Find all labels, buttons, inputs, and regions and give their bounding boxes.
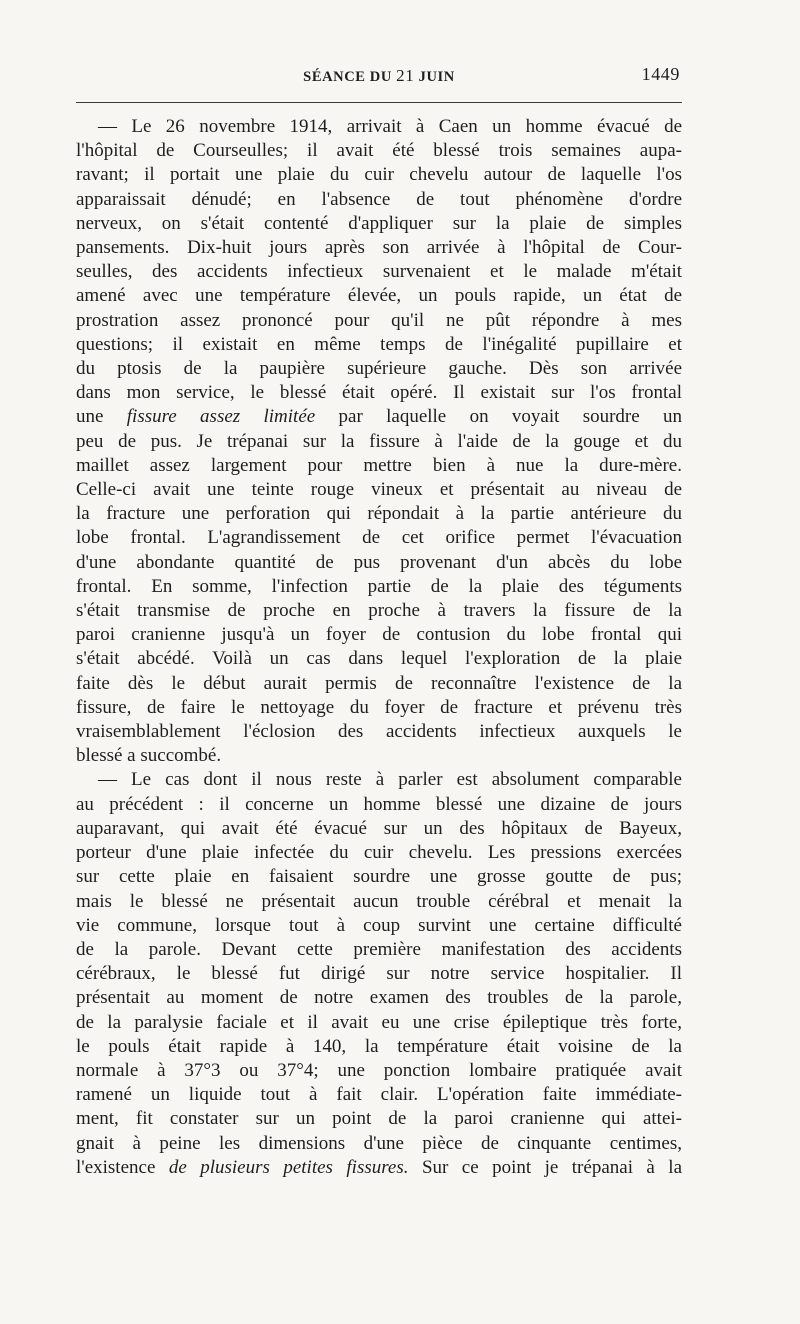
text-line: normale à 37°3 ou 37°4; une ponction lombaire pratiquée avait [76, 1059, 682, 1081]
italic-phrase: fissure assez limitée [126, 406, 316, 428]
text-line: — Le 26 novembre 1914, arrivait à Caen un homme évacué de [98, 116, 682, 137]
text-line: paroi cranienne jusqu'à un foyer de contusion du lobe frontal qui [76, 624, 682, 646]
text-line: ment, fit constater sur un point de la paroi cranienne qui attei- [76, 1108, 682, 1130]
text-line: ramené un liquide tout à fait clair. L'opération faite immédiate- [76, 1084, 682, 1106]
running-title-prefix: SÉANCE DU [303, 69, 397, 85]
text-line: s'était abcédé. Voilà un cas dans lequel l'exploration de la plaie [76, 648, 682, 670]
italic-phrase: de plusieurs petites fissures. [168, 1156, 409, 1178]
text-line: vraisemblablement l'éclosion des accidents infectieux auxquels le [76, 721, 682, 743]
running-title-suffix: JUIN [414, 69, 455, 85]
text-line: prostration assez prononcé pour qu'il ne pût répondre à mes [76, 309, 682, 331]
text-segment: une [76, 406, 127, 428]
text-line: faite dès le début aurait permis de reconnaître l'existence de la [76, 672, 682, 694]
text-line: porteur d'une plaie infectée du cuir chevelu. Les pressions exercées [76, 842, 682, 864]
text-line: l'hôpital de Courseulles; il avait été blessé trois semaines aupa- [76, 140, 682, 162]
text-line: s'était transmise de proche en proche à travers la fissure de la [76, 600, 682, 622]
text-line: nerveux, on s'était contenté d'appliquer sur la plaie de simples [76, 212, 682, 234]
body-text [76, 115, 682, 1180]
text-line: la fracture une perforation qui répondait à la partie antérieure du [76, 503, 682, 525]
text-line [76, 1156, 682, 1180]
text-line: mais le blessé ne présentait aucun trouble cérébral et menait la [76, 890, 682, 912]
text-line: cérébraux, le blessé fut dirigé sur notre service hospitalier. Il [76, 963, 682, 985]
text-line: Celle-ci avait une teinte rouge vineux et présentait au niveau de [76, 479, 682, 501]
text-line: apparaissait dénudé; en l'absence de tout phénomène d'ordre [76, 188, 682, 210]
text-line: présentait au moment de notre examen des troubles de la parole, [76, 987, 682, 1009]
text-line: du ptosis de la paupière supérieure gauche. Dès son arrivée [76, 358, 682, 380]
text-line: fissure, de faire le nettoyage du foyer de fracture et prévenu très [76, 696, 682, 718]
running-title-day: 21 [396, 66, 415, 85]
text-line: peu de pus. Je trépanai sur la fissure à l'aide de la gouge et du [76, 430, 682, 452]
text-line: ravant; il portait une plaie du cuir chevelu autour de laquelle l'os [76, 164, 682, 186]
text-line: blessé a succombé. [76, 745, 222, 767]
running-title [76, 66, 682, 86]
text-line: de la parole. Devant cette première manifestation des accidents [76, 938, 682, 960]
text-line: sur cette plaie en faisaient sourdre une grosse goutte de pus; [76, 866, 682, 888]
book-page [76, 58, 682, 1180]
text-segment: par laquelle on voyait sourdre un [315, 406, 682, 428]
running-head [76, 58, 682, 92]
text-segment: Sur ce point je trépanai à la [408, 1156, 683, 1178]
text-line: frontal. En somme, l'infection partie de la plaie des téguments [76, 575, 682, 597]
header-rule [76, 102, 682, 103]
paragraph-2 [76, 768, 682, 1179]
text-line: au précédent : il concerne un homme blessé une dizaine de jours [76, 793, 682, 815]
text-line: le pouls était rapide à 140, la température était voisine de la [76, 1035, 682, 1057]
text-line: amené avec une température élevée, un pouls rapide, un état de [76, 285, 682, 307]
paragraph-1 [76, 115, 682, 768]
text-line [76, 405, 682, 429]
text-line: de la paralysie faciale et il avait eu une crise épileptique très forte, [76, 1011, 682, 1033]
text-line: dans mon service, le blessé était opéré. Il existait sur l'os frontal [76, 382, 682, 404]
text-segment: l'existence [76, 1156, 169, 1178]
text-line: seulles, des accidents infectieux survenaient et le malade m'était [76, 261, 682, 283]
page-number: 1449 [641, 64, 680, 84]
text-line: gnait à peine les dimensions d'une pièce de cinquante centimes, [76, 1132, 682, 1154]
text-line: vie commune, lorsque tout à coup survint une certaine difficulté [76, 914, 682, 936]
text-line: — Le cas dont il nous reste à parler est absolument comparable [98, 769, 682, 791]
text-line: d'une abondante quantité de pus provenant d'un abcès du lobe [76, 551, 682, 573]
text-line: auparavant, qui avait été évacué sur un des hôpitaux de Bayeux, [76, 817, 682, 839]
text-line: maillet assez largement pour mettre bien à nue la dure-mère. [76, 454, 682, 476]
text-line: lobe frontal. L'agrandissement de cet orifice permet l'évacuation [76, 527, 682, 549]
text-line: questions; il existait en même temps de l'inégalité pupillaire et [76, 333, 682, 355]
text-line: pansements. Dix-huit jours après son arrivée à l'hôpital de Cour- [76, 237, 682, 259]
